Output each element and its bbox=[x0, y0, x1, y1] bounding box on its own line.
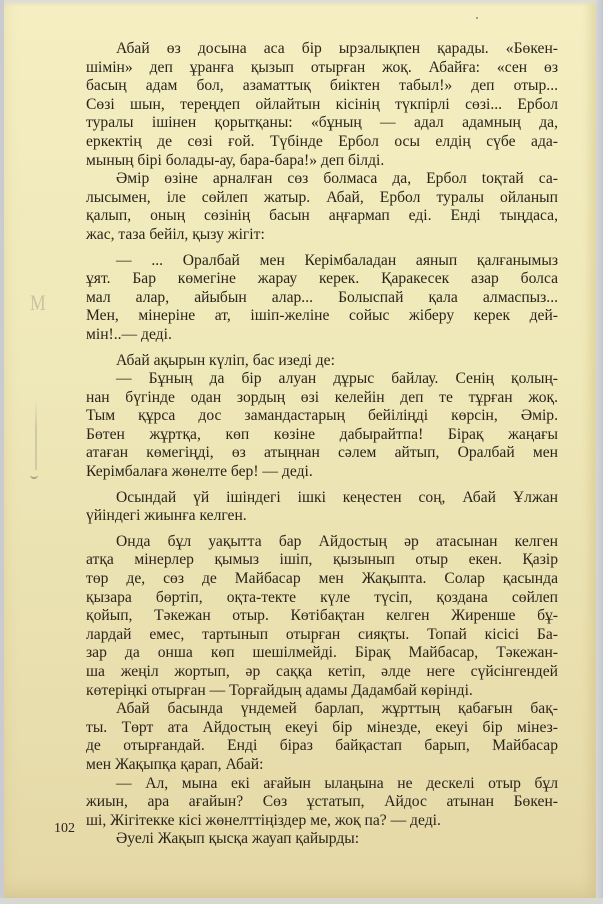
body-text bbox=[56, 40, 558, 849]
text-line: ша жеңіл жортып, әр саққа кетіп, әлде неге сүйсінгендей bbox=[86, 663, 558, 680]
text-line: еркектің де сөзі ғой. Түбінде Ербол осы елдің сүбе ада- bbox=[86, 132, 558, 150]
text-line: шімін» деп ұранға қызып отырған жоқ. Абайға: «сен өз bbox=[86, 58, 558, 76]
text-line: қойып, Тәкежан отыр. Көтібақтан келген Жиренше бұ- bbox=[86, 607, 558, 625]
text-line: мал алар, айыбын алар... Болыспай қала алмаспыз... bbox=[86, 288, 558, 306]
margin-pencil-hook bbox=[30, 472, 38, 479]
text-line: Абай өз досына аса бір ырзалықпен қарады. «Бөкен- bbox=[116, 40, 558, 57]
text-line: атаған көмегіңді, өз атыңнан сәлем айтып, Оралбай мен bbox=[86, 444, 558, 462]
paragraph bbox=[56, 170, 558, 244]
text-line: — ... Оралбай мен Керімбаладан аянып қалғанымыз bbox=[116, 251, 558, 269]
book-page bbox=[4, 0, 596, 898]
paragraph bbox=[56, 775, 558, 831]
scan-right-edge bbox=[596, 0, 603, 904]
text-line: лардай емес, тартынып отырған сияқты. Топай кісісі Ба- bbox=[86, 625, 558, 643]
text-line: туралы ішінен қорытқаны: «бұның — адал адамның да, bbox=[86, 114, 558, 132]
text-line: Мен, мінеріне ат, ішіп-желіне сойыс жіберу керек дей- bbox=[86, 307, 558, 325]
text-line: ұят. Бар көмегіне жарау керек. Қаракесек азар болса bbox=[86, 270, 558, 288]
paragraph bbox=[56, 489, 558, 526]
paragraph bbox=[56, 533, 558, 700]
text-line: ші, Жігітекке кісі жөнелттіңіздер ме, жоқ па? — деді. bbox=[86, 811, 441, 829]
margin-pencil-mark: M bbox=[29, 290, 46, 315]
text-line: Тым құрса дос замандастарың бейіліңді көрсін, Әмір. bbox=[86, 407, 558, 425]
text-line: Әуелі Жақып қысқа жауап қайырды: bbox=[116, 830, 360, 848]
margin-pencil-line bbox=[35, 400, 37, 470]
scan-bottom-edge bbox=[0, 898, 603, 904]
text-line: Бөтен жұртқа, көп көзіне дабырайтпа! Бірақ жаңағы bbox=[86, 425, 558, 443]
text-line: Керімбалаға жөнелте бер! — деді. bbox=[86, 463, 313, 481]
text-line: зар да онша көп шешілмейді. Бірақ Майбасар, Тәкежан- bbox=[86, 644, 558, 662]
paragraph bbox=[56, 700, 558, 774]
text-line: жас, таза бейіл, қызу жігіт: bbox=[86, 225, 265, 243]
page-top-shadow bbox=[4, 0, 596, 6]
text-line: Абай басында үндемей барлап, жұрттың қабағын бақ- bbox=[116, 700, 558, 718]
text-line: үйіндегі жиынға келген. bbox=[86, 507, 247, 525]
text-line: — Ал, мына екі ағайын ылаңына не дескелі отыр бұл bbox=[116, 774, 558, 792]
text-line: Онда бұл уақытта бар Айдостың әр атасынан келген bbox=[116, 532, 558, 550]
paper-speck bbox=[476, 17, 478, 19]
text-line: де отырғандай. Енді біраз байқастап барып, Майбасар bbox=[86, 737, 558, 755]
paragraph bbox=[56, 830, 558, 849]
text-line: қалып, оның сөзінің басын аңғармап еді. Енді тыңдаса, bbox=[86, 207, 558, 225]
text-line: мін!..— деді. bbox=[86, 325, 172, 343]
text-line: Сөзі шын, тереңдеп ойлайтын кісінің түкпірлі сөзі... Ербол bbox=[86, 95, 558, 113]
text-line: мының бірі болады-ау, бара-бара!» деп білді. bbox=[86, 151, 385, 169]
text-line: Осындай үй ішіндегі ішкі кеңестен соң, Абай Ұлжан bbox=[116, 488, 558, 506]
text-line: төр де, сөз де Майбасар мен Жақыпта. Солар қасында bbox=[86, 570, 558, 588]
text-line: қызара бөртіп, оқта-текте күле түсіп, қоздана сөйлеп bbox=[86, 588, 558, 606]
paragraph bbox=[56, 252, 558, 345]
paragraph bbox=[56, 370, 558, 482]
paragraph bbox=[56, 40, 558, 170]
text-line: Әмір өзіне арналған сөз болмаса да, Ербол toқтай са- bbox=[116, 170, 558, 188]
text-line: ты. Төрт ата Айдостың екеуі бір мінезде, екеуі бір мінез- bbox=[86, 718, 558, 736]
paragraph bbox=[56, 352, 558, 371]
text-line: көтеріңкі отырған — Торғайдың адамы Дадамбай көрінді. bbox=[86, 681, 473, 699]
text-line: — Бұның да бір алуан дұрыс байлау. Сенің қолың- bbox=[116, 370, 558, 388]
text-line: нан бүгінде одан зордың өзі келейін деп те тұрған жоқ. bbox=[86, 388, 558, 406]
text-line: жиын, ара ағайын? Сөз ұстатып, Айдос атынан Бөкен- bbox=[86, 793, 558, 811]
text-line: мен Жақыпқа қарап, Абай: bbox=[86, 755, 264, 773]
text-line: басың адам бол, азаматтық биіктен табыл!» деп отыр... bbox=[86, 77, 558, 95]
text-line: Абай ақырын күліп, бас изеді де: bbox=[116, 351, 335, 369]
text-line: атқа мінерлер қымыз ішіп, қызынып отыр екен. Қазір bbox=[86, 551, 558, 569]
page-number: 102 bbox=[54, 821, 75, 836]
text-line: лысымен, іле сөйлеп жатыр. Абай, Ербол туралы ойланып bbox=[86, 188, 558, 206]
